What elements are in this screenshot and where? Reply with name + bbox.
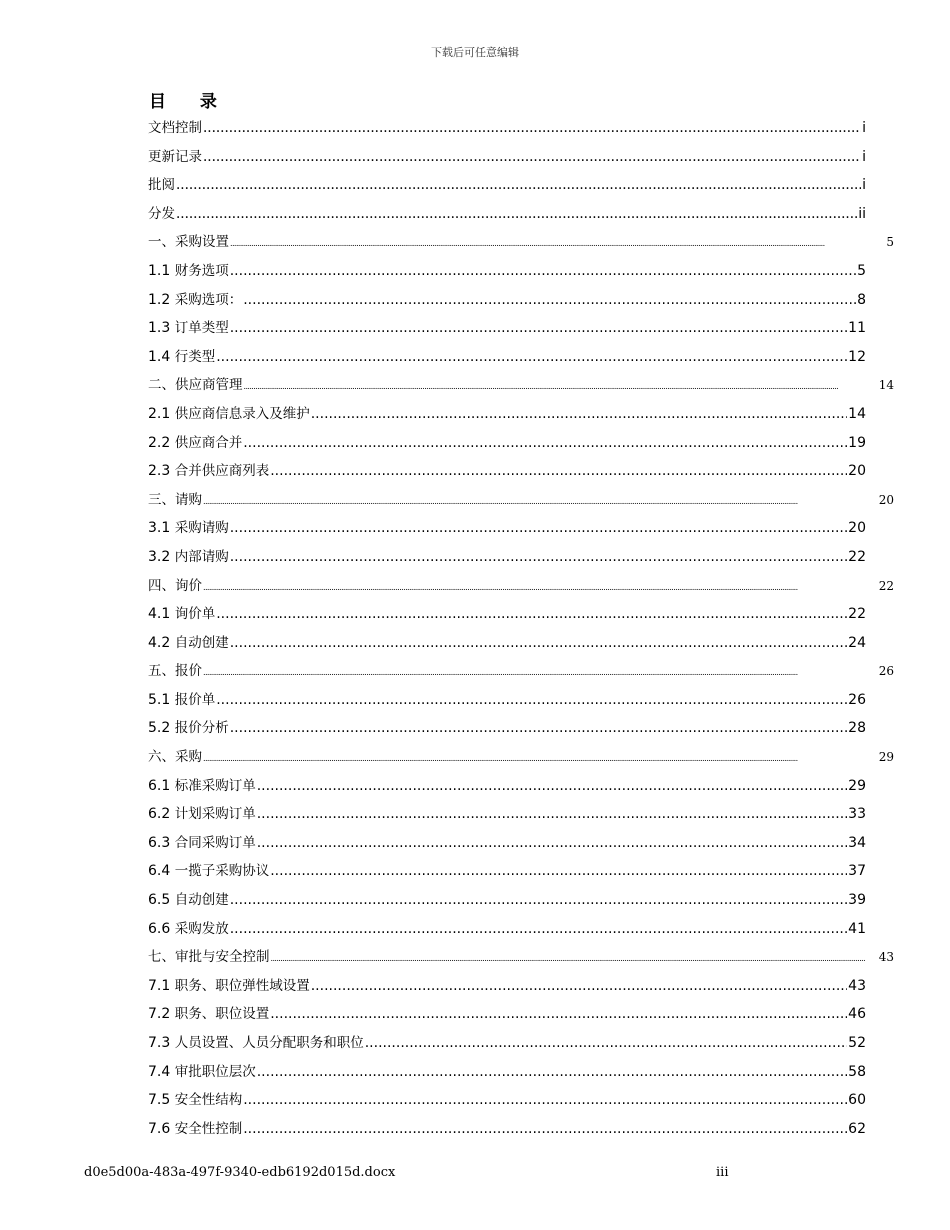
- toc-leader-dots: [176, 200, 857, 229]
- toc-entry-text: 自动创建: [174, 634, 229, 651]
- toc-entry-number: 7.3: [148, 1035, 171, 1051]
- toc-entry[interactable]: [148, 857, 866, 886]
- toc-entry-number: 3.2: [148, 548, 171, 565]
- toc-entry-text: 职务、职位设置: [174, 1006, 270, 1023]
- toc-entry-page: 28: [848, 720, 866, 737]
- toc-entry-text: 五、报价: [148, 663, 202, 680]
- toc-entry-label: [148, 200, 175, 229]
- toc-entry-label: [148, 543, 229, 572]
- toc-entry-label: [148, 829, 256, 858]
- footer-page-number: iii: [716, 1165, 729, 1180]
- toc-leader-dots: [203, 488, 878, 515]
- toc-entry[interactable]: [148, 1115, 866, 1144]
- toc-leader-dots: [257, 772, 847, 801]
- toc-entry-page: 34: [848, 834, 866, 851]
- toc-entry-text: 分发: [148, 205, 175, 222]
- toc-entry-text: 七、审批与安全控制: [148, 949, 270, 966]
- toc-leader-dots: [176, 171, 861, 200]
- toc-entry-page: 62: [848, 1120, 866, 1137]
- toc-entry-page: 29: [878, 750, 894, 765]
- toc-entry-text: 合同采购订单: [174, 834, 256, 851]
- page-header: 下载后可任意编辑: [431, 46, 519, 59]
- toc-leader-dots: [230, 629, 847, 658]
- toc-entry-page: 14: [878, 378, 894, 393]
- toc-entry-label: [148, 1086, 242, 1115]
- toc-entry-label: [148, 1000, 269, 1029]
- toc-entry[interactable]: [148, 886, 866, 915]
- toc-entry-text: 一、采购设置: [148, 234, 229, 251]
- toc-entry[interactable]: [148, 629, 866, 658]
- toc-entry-page: 22: [878, 578, 894, 593]
- toc-entry[interactable]: [148, 743, 894, 772]
- toc-entry-number: 2.3: [148, 463, 171, 480]
- toc-leader-dots: [257, 800, 847, 829]
- toc-entry[interactable]: [148, 1058, 866, 1087]
- toc-entry[interactable]: [148, 1029, 866, 1058]
- table-of-contents: [148, 114, 894, 1143]
- toc-entry-label: [148, 486, 202, 515]
- toc-entry-label: [148, 600, 215, 629]
- toc-leader-dots: [203, 143, 861, 172]
- toc-entry-number: 6.5: [148, 892, 171, 909]
- toc-entry-text: 标准采购订单: [174, 777, 256, 794]
- toc-entry-page: 33: [848, 806, 866, 823]
- footer-filename: d0e5d00a-483a-497f-9340-edb6192d015d.docx: [84, 1165, 396, 1180]
- toc-entry-text: 行类型: [174, 348, 216, 365]
- toc-entry-text: 供应商信息录入及维护: [174, 405, 310, 422]
- toc-entry-label: [148, 400, 310, 429]
- toc-entry-number: 6.6: [148, 920, 171, 937]
- toc-entry-text: 更新记录: [148, 148, 202, 165]
- toc-entry-label: [148, 1029, 364, 1058]
- toc-entry-page: 8: [857, 291, 866, 308]
- toc-entry-text: 财务选项: [174, 262, 229, 279]
- toc-entry-page: 14: [848, 405, 866, 422]
- toc-entry[interactable]: [148, 800, 866, 829]
- toc-entry-page: 43: [848, 977, 866, 994]
- toc-entry-number: 6.4: [148, 863, 171, 880]
- toc-entry[interactable]: [148, 200, 866, 229]
- toc-entry[interactable]: [148, 257, 866, 286]
- toc-leader-dots: [230, 257, 856, 286]
- toc-entry[interactable]: [148, 457, 866, 486]
- toc-entry-label: [148, 1115, 242, 1144]
- toc-entry[interactable]: [148, 314, 866, 343]
- toc-entry[interactable]: [148, 972, 866, 1001]
- toc-leader-dots: [270, 457, 847, 486]
- toc-entry-text: 采购发放: [174, 920, 229, 937]
- toc-entry-label: [148, 171, 175, 200]
- toc-entry-page: 58: [848, 1063, 866, 1080]
- toc-entry-text: 二、供应商管理: [148, 377, 243, 394]
- toc-entry-number: 4.1: [148, 606, 171, 623]
- toc-entry-label: [148, 429, 242, 458]
- toc-entry-label: [148, 114, 202, 143]
- toc-entry-number: 7.6: [148, 1120, 171, 1137]
- toc-leader-dots: [244, 373, 878, 400]
- toc-title: 目 录: [149, 92, 231, 112]
- toc-entry-page: 60: [848, 1092, 866, 1109]
- toc-entry-text: 报价单: [174, 691, 216, 708]
- toc-entry[interactable]: [148, 171, 866, 200]
- toc-leader-dots: [243, 429, 847, 458]
- toc-entry-number: 6.1: [148, 777, 171, 794]
- toc-entry[interactable]: [148, 286, 866, 315]
- toc-entry-page: 20: [848, 520, 866, 537]
- toc-leader-dots: [270, 857, 847, 886]
- toc-leader-dots: [203, 659, 878, 686]
- toc-entry-label: [148, 257, 229, 286]
- toc-entry-page: i: [862, 120, 866, 136]
- toc-entry[interactable]: [148, 543, 866, 572]
- toc-entry-label: [148, 371, 243, 400]
- toc-entry-page: i: [862, 177, 866, 194]
- toc-entry-label: [148, 772, 256, 801]
- toc-entry-text: 报价分析: [174, 720, 229, 737]
- toc-entry-text: 自动创建: [174, 892, 229, 909]
- toc-entry[interactable]: [148, 429, 866, 458]
- toc-entry-number: 5.2: [148, 720, 171, 737]
- toc-entry-label: [148, 286, 242, 315]
- toc-entry[interactable]: [148, 829, 866, 858]
- toc-entry-page: 11: [848, 320, 866, 337]
- toc-leader-dots: [230, 915, 847, 944]
- toc-entry-text: 采购请购: [174, 520, 229, 537]
- toc-leader-dots: [270, 1000, 847, 1029]
- toc-entry-text: 文档控制: [148, 120, 202, 136]
- toc-leader-dots: [243, 1086, 847, 1115]
- toc-entry-number: 2.1: [148, 405, 171, 422]
- toc-entry-label: [148, 1058, 256, 1087]
- toc-entry[interactable]: [148, 943, 894, 972]
- toc-entry-label: [148, 343, 215, 372]
- toc-leader-dots: [230, 543, 847, 572]
- toc-entry-label: [148, 714, 229, 743]
- toc-entry-page: 5: [857, 262, 866, 279]
- toc-entry-text: 职务、职位弹性域设置: [174, 977, 310, 994]
- toc-entry[interactable]: [148, 114, 866, 143]
- toc-entry[interactable]: [148, 915, 866, 944]
- toc-entry-page: 26: [848, 691, 866, 708]
- toc-leader-dots: [203, 114, 861, 143]
- toc-entry-label: [148, 743, 202, 772]
- toc-entry-text: 六、采购: [148, 749, 202, 766]
- toc-entry[interactable]: [148, 343, 866, 372]
- toc-entry-page: 22: [848, 548, 866, 565]
- toc-entry[interactable]: [148, 371, 894, 400]
- toc-entry-number: 5.1: [148, 691, 171, 708]
- toc-entry-number: 6.2: [148, 806, 171, 823]
- toc-entry-page: 26: [878, 664, 894, 679]
- toc-entry-text: 采购选项：: [174, 291, 243, 308]
- toc-entry-label: [148, 686, 215, 715]
- toc-entry[interactable]: [148, 686, 866, 715]
- toc-entry-page: 20: [848, 463, 866, 480]
- toc-entry-page: 22: [848, 606, 866, 623]
- toc-entry-label: [148, 572, 202, 601]
- toc-entry-number: 7.4: [148, 1063, 171, 1080]
- toc-entry-page: ii: [858, 205, 866, 222]
- toc-leader-dots: [230, 230, 885, 257]
- toc-entry-label: [148, 857, 269, 886]
- toc-entry-text: 安全性结构: [174, 1092, 243, 1109]
- toc-entry[interactable]: [148, 400, 866, 429]
- toc-entry[interactable]: [148, 714, 866, 743]
- toc-entry-text: 询价单: [174, 606, 216, 623]
- toc-entry-text: 三、请购: [148, 491, 202, 508]
- toc-leader-dots: [216, 600, 847, 629]
- toc-entry-number: 1.1: [148, 262, 171, 279]
- toc-entry-label: [148, 514, 229, 543]
- toc-entry-label: [148, 886, 229, 915]
- toc-entry-page: 39: [848, 892, 866, 909]
- toc-entry[interactable]: [148, 514, 866, 543]
- toc-entry-text: 一揽子采购协议: [174, 863, 270, 880]
- toc-leader-dots: [203, 745, 878, 772]
- toc-entry-label: [148, 629, 229, 658]
- toc-entry-number: 3.1: [148, 520, 171, 537]
- toc-entry-text: 批阅: [148, 177, 175, 194]
- toc-entry-text: 合并供应商列表: [174, 463, 270, 480]
- toc-entry-number: 1.2: [148, 291, 171, 308]
- toc-entry-page: 12: [848, 348, 866, 365]
- toc-entry-label: [148, 314, 229, 343]
- toc-entry-label: [148, 228, 229, 257]
- toc-entry-text: 计划采购订单: [174, 806, 256, 823]
- toc-entry-page: 46: [848, 1006, 866, 1023]
- toc-entry-label: [148, 943, 270, 972]
- toc-entry-text: 四、询价: [148, 577, 202, 594]
- toc-entry-label: [148, 143, 202, 172]
- toc-entry-text: 安全性控制: [174, 1120, 243, 1137]
- toc-entry-label: [148, 915, 229, 944]
- toc-leader-dots: [257, 829, 847, 858]
- toc-entry-text: 审批职位层次: [174, 1063, 256, 1080]
- toc-leader-dots: [271, 945, 878, 972]
- toc-leader-dots: [230, 714, 847, 743]
- toc-leader-dots: [203, 574, 878, 601]
- toc-entry-number: 7.1: [148, 977, 171, 994]
- toc-entry-page: 29: [848, 777, 866, 794]
- toc-leader-dots: [365, 1029, 847, 1058]
- toc-entry-label: [148, 457, 269, 486]
- toc-entry-text: 内部请购: [174, 548, 229, 565]
- toc-entry-page: 52: [848, 1035, 866, 1051]
- toc-leader-dots: [230, 314, 847, 343]
- toc-entry-number: 1.3: [148, 320, 171, 337]
- toc-leader-dots: [311, 400, 847, 429]
- toc-leader-dots: [311, 972, 847, 1001]
- toc-leader-dots: [230, 886, 847, 915]
- toc-entry-page: 5: [886, 235, 894, 250]
- toc-leader-dots: [243, 286, 856, 315]
- toc-entry-text: 人员设置、人员分配职务和职位: [174, 1035, 364, 1051]
- toc-entry-number: 7.2: [148, 1006, 171, 1023]
- toc-entry-number: 4.2: [148, 634, 171, 651]
- toc-leader-dots: [216, 686, 847, 715]
- toc-entry-page: 19: [848, 434, 866, 451]
- toc-entry-page: 41: [848, 920, 866, 937]
- toc-entry[interactable]: [148, 572, 894, 601]
- toc-entry-page: 43: [878, 950, 894, 965]
- toc-entry-number: 1.4: [148, 348, 171, 365]
- toc-leader-dots: [243, 1115, 847, 1144]
- toc-entry-page: i: [862, 148, 866, 165]
- toc-entry-number: 7.5: [148, 1092, 171, 1109]
- toc-entry[interactable]: [148, 772, 866, 801]
- toc-leader-dots: [257, 1058, 847, 1087]
- toc-entry-page: 20: [878, 492, 894, 507]
- toc-entry[interactable]: [148, 1000, 866, 1029]
- toc-leader-dots: [230, 514, 847, 543]
- toc-entry-text: 订单类型: [174, 320, 229, 337]
- toc-entry[interactable]: [148, 600, 866, 629]
- toc-entry-label: [148, 972, 310, 1001]
- toc-entry-text: 供应商合并: [174, 434, 243, 451]
- toc-entry[interactable]: [148, 486, 894, 515]
- toc-entry-label: [148, 657, 202, 686]
- toc-entry-page: 37: [848, 863, 866, 880]
- toc-entry[interactable]: [148, 1086, 866, 1115]
- toc-entry-label: [148, 800, 256, 829]
- toc-leader-dots: [216, 343, 847, 372]
- toc-entry[interactable]: [148, 143, 866, 172]
- toc-entry-number: 2.2: [148, 434, 171, 451]
- toc-entry-page: 24: [848, 634, 866, 651]
- toc-entry[interactable]: [148, 228, 894, 257]
- toc-entry[interactable]: [148, 657, 894, 686]
- toc-entry-number: 6.3: [148, 834, 171, 851]
